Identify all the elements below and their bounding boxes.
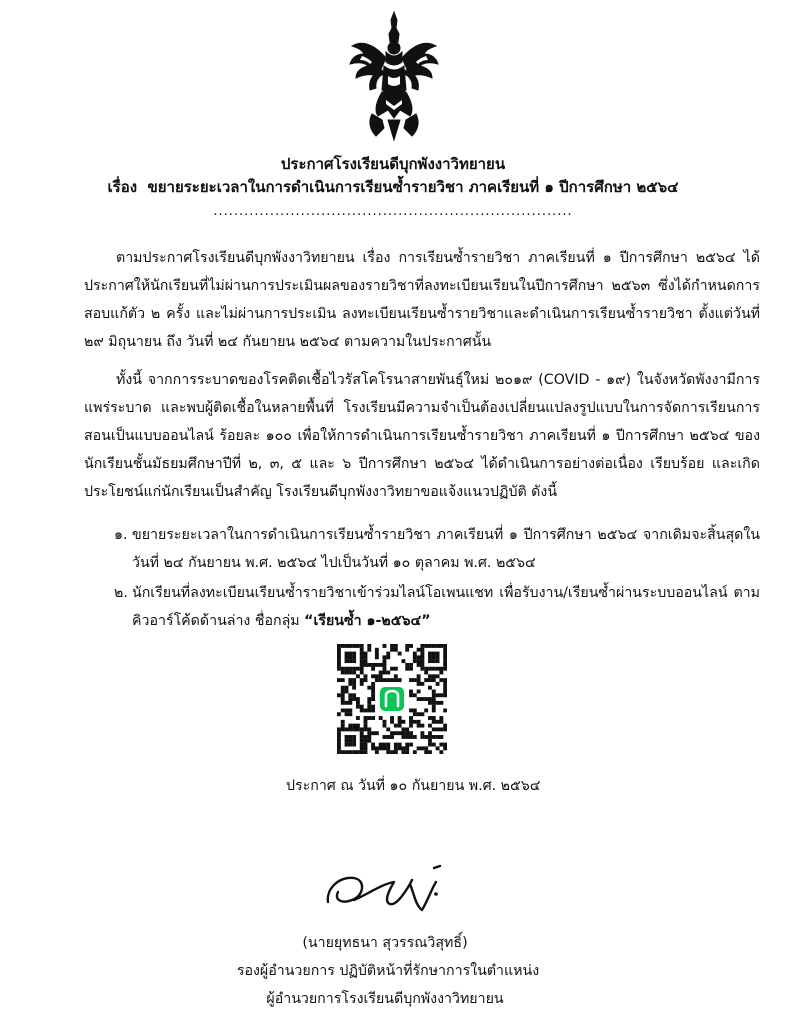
paragraph-covid-text: ทั้งนี้ จากการระบาดของโรคติดเชื้อไวรัสโคโรนาสายพันธุ์ใหม่ ๒๐๑๙ (COVID - ๑๙) ในจังหวัดพังงามีการแพร่ระบาด และพบผู้ติดเชื้อในหลายพื้นที่ โรงเรียนมีความจำเป็นต้องเปลี่ยนแปลงรูปแบบในการจัดการเรียนการสอนเป็นแบบออนไลน์ ร้อยละ ๑๐๐ เพื่อให้การดำเนินการเรียนซ้ำรายวิชา ภาคเรียนที่ ๑ ปีการศึกษา ๒๕๖๔ ของนักเรียนชั้นมัธยมศึกษาปีที่ ๒, ๓, ๕ และ ๖ ปีการศึกษา ๒๕๖๔ ได้ดำเนินการอย่างต่อเนื่อง เรียบร้อย และเกิดประโยชน์แก่นักเรียนเป็นสำคัญ โรงเรียนดีบุกพังงาวิทยาขอแจ้งแนวปฏิบัติ ดังนี้ — [84, 372, 760, 500]
announcement-title: ประกาศโรงเรียนดีบุกพังงาวิทยายน — [280, 155, 506, 173]
signer-name: (นายยุทธนา สุวรรณวิสุทธิ์) — [302, 935, 468, 951]
signature-icon — [324, 854, 474, 926]
list-item-text: นักเรียนที่ลงทะเบียนเรียนซ้ำรายวิชาเข้าร่วมไลน์โอเพนแชท เพื่อรับงาน/เรียนซ้ำผ่านระบบออนไลน์ ตามคิวอาร์โค้ดด้านล่าง ชื่อกลุ่ม — [132, 585, 760, 629]
list-item-number: ๑. — [114, 527, 128, 543]
paragraph-intro-text: ตามประกาศโรงเรียนดีบุกพังงาวิทยายน เรื่อง การเรียนซ้ำรายวิชา ภาคเรียนที่ ๑ ปีการศึกษา ๒๕๖๔ ได้ประกาศให้นักเรียนที่ไม่ผ่านการประเมินผลของรายวิชาที่ลงทะเบียนเรียนในปีการศึกษา ๒๕๖๓ ซึ่งได้กำหนดการสอบแก้ตัว ๒ ครั้ง และไม่ผ่านการประเมิน ลงทะเบียนเรียนซ้ำรายวิชาและดำเนินการเรียนซ้ำรายวิชา ตั้งแต่วันที่ ๒๙ มิถุนายน ถึง วันที่ ๒๔ กันยายน ๒๕๖๔ ตามความในประกาศนั้น — [84, 250, 760, 350]
signer-organization: ผู้อำนวยการโรงเรียนดีบุกพังงาวิทยายน — [266, 991, 504, 1007]
list-item — [84, 521, 760, 577]
subject-label: เรื่อง — [107, 178, 138, 196]
announcement-date: ประกาศ ณ วันที่ ๑๐ กันยายน พ.ศ. ๒๕๖๔ — [286, 778, 541, 794]
line-openchat-qr-icon[interactable] — [337, 644, 447, 754]
openchat-group-name: “เรียนซ้ำ ๑-๒๕๖๔” — [304, 613, 431, 629]
paragraph-covid — [84, 366, 760, 506]
subject-text: ขยายระยะเวลาในการดำเนินการเรียนซ้ำรายวิชา ภาคเรียนที่ ๑ ปีการศึกษา ๒๕๖๔ — [147, 178, 679, 196]
list-item-text: ขยายระยะเวลาในการดำเนินการเรียนซ้ำรายวิชา ภาคเรียนที่ ๑ ปีการศึกษา ๒๕๖๔ จากเดิมจะสิ้นสุดในวันที่ ๒๔ กันยายน พ.ศ. ๒๕๖๔ ไปเป็นวันที่ ๑๐ ตุลาคม พ.ศ. ๒๕๖๔ — [132, 527, 760, 571]
signer-position: รองผู้อำนวยการ ปฏิบัติหน้าที่รักษาการในตำแหน่ง — [236, 963, 540, 979]
guideline-list — [84, 521, 760, 637]
announcement-subject — [0, 176, 786, 198]
garuda-emblem-icon — [348, 10, 440, 142]
list-item — [84, 579, 760, 635]
list-item-number: ๒. — [114, 585, 128, 601]
title-divider: ...................................................................... — [213, 204, 573, 219]
paragraph-intro — [84, 244, 760, 356]
